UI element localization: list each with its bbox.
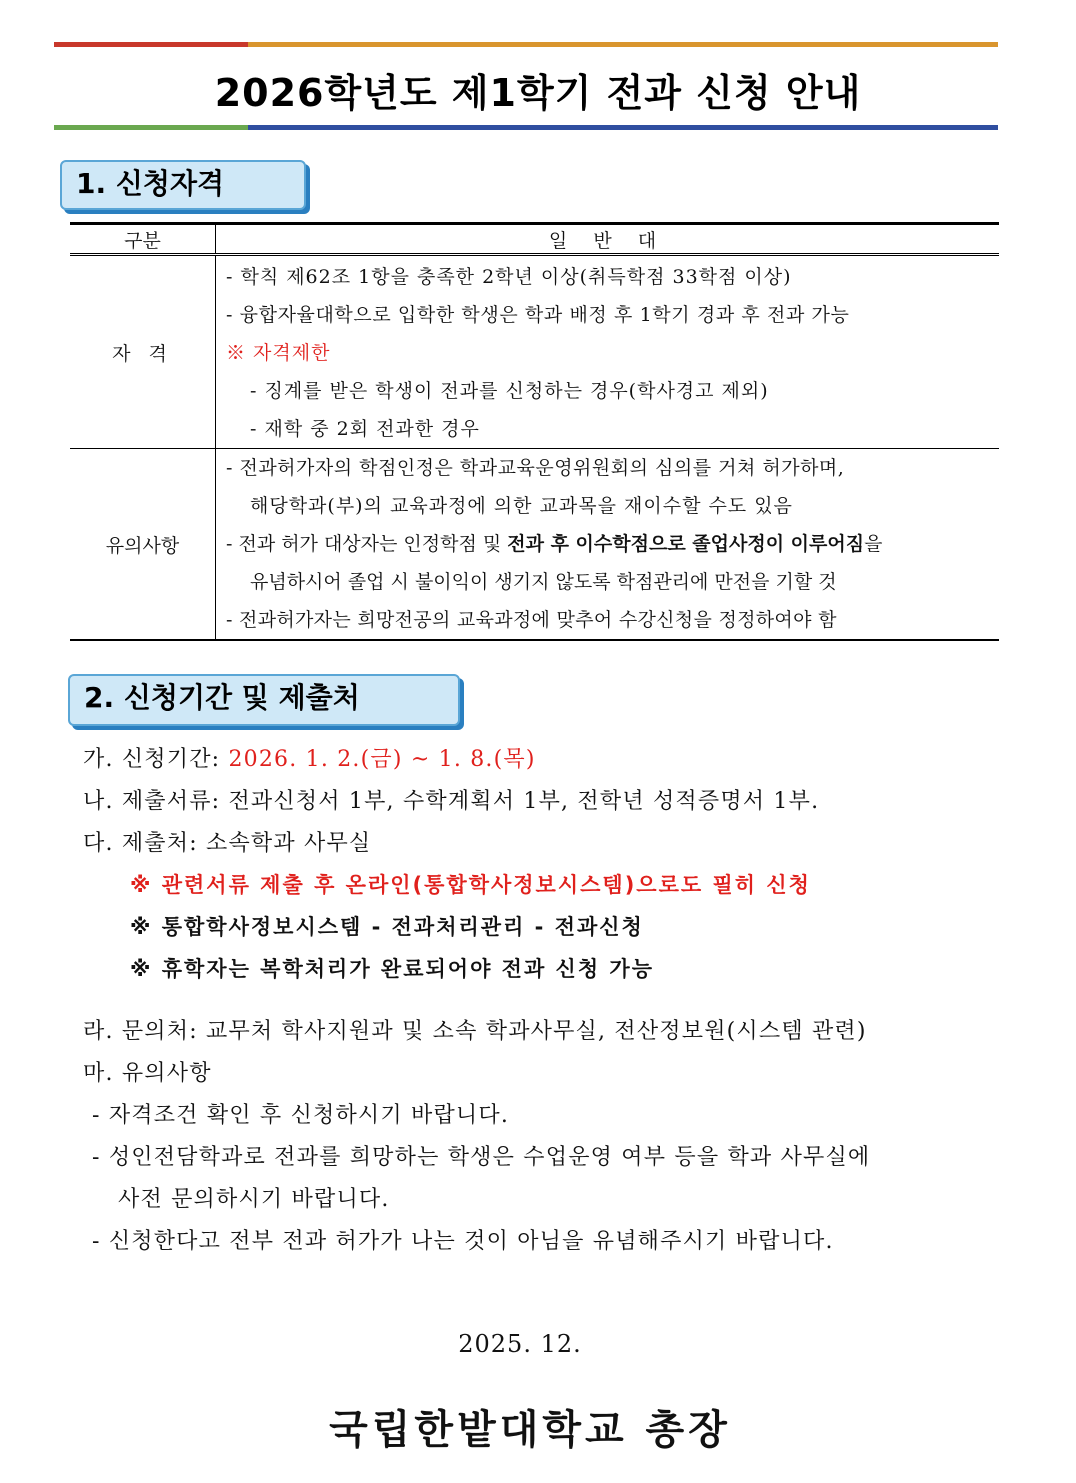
caution-1: - 자격조건 확인 후 신청하시기 바랍니다.	[92, 1103, 510, 1128]
notes-line-2: 해당학과(부)의 교육과정에 의한 교과목을 재이수할 수도 있음	[250, 495, 793, 517]
notes-line-3-bold: 전과 후 이수학점으로 졸업사정이 이루어짐	[507, 533, 865, 555]
period-line	[83, 742, 536, 773]
row-content-notes	[216, 449, 1000, 641]
qual-restriction-1: - 징계를 받은 학생이 전과를 신청하는 경우(학사경고 제외)	[250, 380, 769, 402]
notes-line-3-c: 을	[864, 533, 883, 555]
table-header-category: 구분	[70, 224, 216, 255]
table-header-general: 일 반 대	[216, 224, 1000, 255]
notes-line-1: - 전과허가자의 학점인정은 학과교육운영위원회의 심의를 거쳐 허가하며,	[226, 457, 845, 479]
table-row-notes	[70, 449, 999, 641]
top-bar-orange	[248, 42, 998, 47]
bottom-bar-green	[54, 125, 248, 130]
section1-heading: 1. 신청자격	[60, 160, 306, 210]
notes-line-4: 유념하시어 졸업 시 불이익이 생기지 않도록 학점관리에 만전을 기할 것	[250, 571, 837, 593]
qual-restriction-2: - 재학 중 2회 전과한 경우	[250, 418, 480, 440]
qual-line-2: - 융합자율대학으로 입학한 학생은 학과 배정 후 1학기 경과 후 전과 가능	[226, 304, 850, 326]
qual-restriction-heading: ※ 자격제한	[226, 342, 331, 364]
submit-to-line: 다. 제출처: 소속학과 사무실	[83, 831, 372, 856]
caution-2-cont: 사전 문의하시기 바랍니다.	[118, 1187, 390, 1212]
section2-heading: 2. 신청기간 및 제출처	[68, 674, 460, 726]
row-content-qualification	[216, 255, 1000, 449]
bottom-bar-blue	[248, 125, 998, 130]
table-row-qualification	[70, 255, 999, 449]
notes-line-3	[216, 525, 999, 563]
top-bar-red	[54, 42, 248, 47]
row-label-notes: 유의사항	[70, 449, 216, 641]
cautions-heading: 마. 유의사항	[83, 1061, 212, 1086]
page-title: 2026학년도 제1학기 전과 신청 안내	[214, 71, 862, 115]
note-leave-students: ※ 휴학자는 복학처리가 완료되어야 전과 신청 가능	[130, 957, 655, 981]
caution-2: - 성인전담학과로 전과를 희망하는 학생은 수업운영 여부 등을 학과 사무실에	[92, 1145, 871, 1170]
documents-line: 나. 제출서류: 전과신청서 1부, 수학계획서 1부, 전학년 성적증명서 1부.	[83, 789, 820, 814]
issuer-signature: 국립한밭대학교 총장	[329, 1406, 731, 1453]
qualification-table	[70, 222, 999, 641]
period-value: 2026. 1. 2.(금) ~ 1. 8.(목)	[228, 747, 536, 772]
note-system-path: ※ 통합학사정보시스템 - 전과처리관리 - 전과신청	[130, 915, 644, 939]
notes-line-3-a: - 전과 허가 대상자는 인정학점 및	[226, 533, 508, 555]
caution-3: - 신청한다고 전부 전과 허가가 나는 것이 아님을 유념해주시기 바랍니다.	[92, 1229, 834, 1254]
qual-line-1: - 학칙 제62조 1항을 충족한 2학년 이상(취득학점 33학점 이상)	[226, 266, 792, 288]
period-label: 가. 신청기간:	[83, 747, 229, 772]
contact-line: 라. 문의처: 교무처 학사지원과 및 소속 학과사무실, 전산정보원(시스템 관련)	[83, 1019, 867, 1044]
note-online-apply: ※ 관련서류 제출 후 온라인(통합학사정보시스템)으로도 필히 신청	[130, 873, 811, 897]
row-label-qualification: 자 격	[70, 255, 216, 449]
issue-date: 2025. 12.	[458, 1330, 582, 1358]
notes-line-5: - 전과허가자는 희망전공의 교육과정에 맞추어 수강신청을 정정하여야 함	[226, 609, 837, 631]
